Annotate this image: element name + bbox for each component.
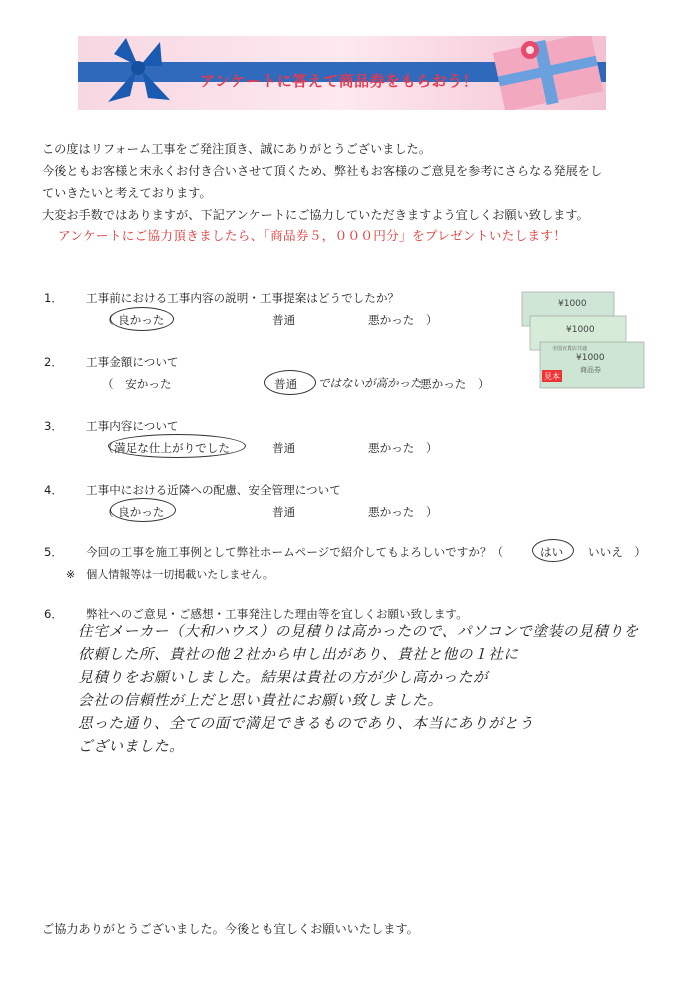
- question-6-number: 6．: [44, 607, 63, 621]
- intro-line: 大変お手数ではありますが、下記アンケートにご協力していただきますよう宜しくお願い致します。: [42, 208, 589, 222]
- q5-option-yes[interactable]: はい: [540, 545, 564, 559]
- question-3-text: 工事内容について: [86, 419, 179, 433]
- gift-voucher-image: [518, 288, 650, 394]
- question-1-text: 工事前における工事内容の説明・工事提案はどうでしたか？: [86, 291, 400, 305]
- q2-option-cheap[interactable]: （ 安かった: [102, 377, 172, 391]
- question-2-number: 2．: [44, 355, 63, 369]
- intro-text: [42, 138, 672, 226]
- q4-option-normal[interactable]: 普通: [272, 505, 296, 519]
- q2-option-bad[interactable]: 悪かった ）: [420, 377, 490, 391]
- voucher-header: 全国百貨店共通: [552, 346, 588, 352]
- selection-circle: [532, 539, 574, 562]
- q4-option-bad[interactable]: 悪かった ）: [368, 505, 438, 519]
- q3-option-normal[interactable]: 普通: [272, 441, 296, 455]
- handwritten-line: 見積りをお願いしました。結果は貴社の方が少し高かったが: [78, 669, 489, 686]
- intro-line: この度はリフォーム工事をご発注頂き、誠にありがとうございました。: [42, 142, 431, 156]
- banner-title: アンケートに答えて商品券をもらおう！: [200, 72, 479, 90]
- q4-option-good[interactable]: 良かった: [118, 505, 165, 519]
- handwritten-line: 会社の信頼性が上だと思い貴社にお願い致しました。: [78, 692, 443, 709]
- question-4-number: 4．: [44, 483, 63, 497]
- voucher-label: 商品券: [580, 366, 601, 374]
- handwritten-line: ございました。: [78, 738, 185, 755]
- selection-circle: [110, 307, 174, 331]
- q5-option-no[interactable]: いいえ ）: [588, 545, 646, 559]
- question-6-text: 弊社へのご意見・ご感想・工事発注した理由等を宜しくお願い致します。: [86, 607, 468, 621]
- selection-circle: [264, 370, 316, 395]
- selection-circle: [110, 498, 176, 522]
- handwritten-answer: [78, 620, 648, 758]
- intro-line: ていきたいと考えております。: [42, 186, 212, 200]
- handwritten-line: 依頼した所、貴社の他２社から申し出があり、貴社と他の１社に: [78, 646, 519, 663]
- q1-open-paren: （: [102, 313, 114, 327]
- handwritten-line: 思った通り、全ての面で満足できるものであり、本当にありがとう: [78, 715, 534, 732]
- question-2-text: 工事金額について: [86, 355, 179, 369]
- handwritten-line: 住宅メーカー（大和ハウス）の見積りは高かったので、パソコンで塗装の見積りを: [78, 623, 639, 640]
- q3-open-paren: （: [102, 441, 114, 455]
- question-4-text: 工事中における近隣への配慮、安全管理について: [86, 483, 341, 497]
- q3-option-satisfied[interactable]: 満足な仕上がりでした: [114, 441, 230, 455]
- question-3-number: 3．: [44, 419, 63, 433]
- voucher-amount-1: ¥1000: [558, 299, 587, 309]
- q1-option-normal[interactable]: 普通: [272, 313, 296, 327]
- voucher-amount-2: ¥1000: [566, 325, 595, 335]
- q4-open-paren: （: [102, 505, 114, 519]
- q1-option-good[interactable]: 良かった: [118, 313, 165, 327]
- closing-message: ご協力ありがとうございました。今後とも宜しくお願いいたします。: [42, 922, 419, 936]
- q1-option-bad[interactable]: 悪かった ）: [368, 313, 438, 327]
- question-5-text: 今回の工事を施工事例として弊社ホームページで紹介してもよろしいですか？（: [86, 545, 504, 559]
- present-highlight: アンケートにご協力頂きましたら、「商品券５，０００円分」をプレゼントいたします！: [58, 228, 567, 243]
- selection-circle: [108, 434, 246, 458]
- q3-option-bad[interactable]: 悪かった ）: [368, 441, 438, 455]
- q2-handwritten-note: ではないが高かった: [318, 376, 422, 390]
- voucher-amount-3: ¥1000: [576, 353, 605, 363]
- intro-line: 今後ともお客様と末永くお付き合いさせて頂くため、弊社もお客様のご意見を参考にさらなる発展をし: [42, 164, 603, 178]
- question-1-number: 1．: [44, 291, 63, 305]
- voucher-sample-mark: 見本: [544, 372, 560, 381]
- privacy-note: ※ 個人情報等は一切掲載いたしません。: [66, 568, 274, 581]
- question-5-number: 5．: [44, 545, 63, 559]
- q2-option-normal[interactable]: 普通: [274, 377, 298, 391]
